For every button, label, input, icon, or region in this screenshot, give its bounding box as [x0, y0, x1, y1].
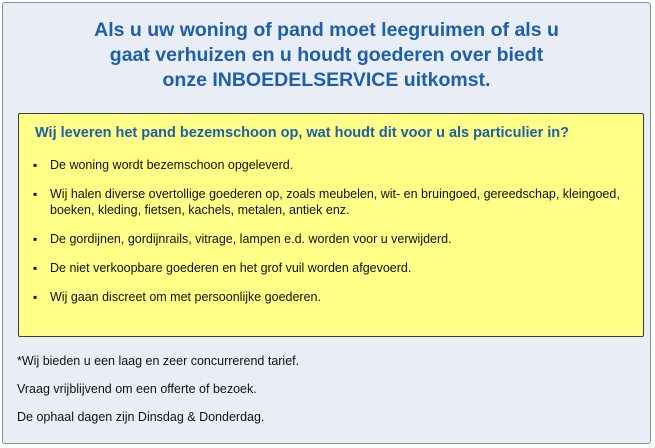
pickup-days-note: De ophaal dagen zijn Dinsdag & Donderdag. [17, 410, 265, 424]
bullet-icon: ▪ [33, 261, 38, 275]
list-item [19, 186, 643, 218]
list-item-text: De gordijnen, gordijnrails, vitrage, lampen e.d. worden voor u verwijderd. [50, 232, 452, 246]
list-item-text: Wij halen diverse overtollige goederen op, zoals meubelen, wit- en bruingoed, gereedschap, kleingoed, boeken, kleding, fietsen, kachels, metalen, antiek enz. [50, 187, 620, 217]
bullet-icon: ▪ [33, 187, 38, 201]
service-info-box [18, 113, 644, 337]
headline-line-1: Als u uw woning of pand moet leegruimen of als u [94, 19, 559, 41]
service-box-title: Wij leveren het pand bezemschoon op, wat houdt dit voor u als particulier in? [35, 125, 570, 141]
bullet-icon: ▪ [33, 232, 38, 246]
list-item-text: De niet verkoopbare goederen en het grof vuil worden afgevoerd. [50, 261, 412, 275]
list-item-text: De woning wordt bezemschoon opgeleverd. [50, 158, 294, 172]
offer-note: Vraag vrijblijvend om een offerte of bezoek. [17, 382, 257, 396]
footer-notes [17, 353, 299, 437]
headline-line-3: onze INBOEDELSERVICE uitkomst. [162, 69, 491, 91]
list-item [19, 260, 643, 276]
headline-line-2: gaat verhuizen en u houdt goederen over biedt [109, 44, 544, 66]
list-item [19, 157, 643, 173]
page-headline [3, 18, 650, 93]
tariff-note: *Wij bieden u een laag en zeer concurrerend tarief. [17, 354, 300, 368]
service-list [19, 157, 643, 305]
content-panel [2, 2, 651, 444]
list-item [19, 231, 643, 247]
list-item [19, 289, 643, 305]
list-item-text: Wij gaan discreet om met persoonlijke goederen. [50, 290, 321, 304]
bullet-icon: ▪ [33, 158, 38, 172]
bullet-icon: ▪ [33, 290, 38, 304]
